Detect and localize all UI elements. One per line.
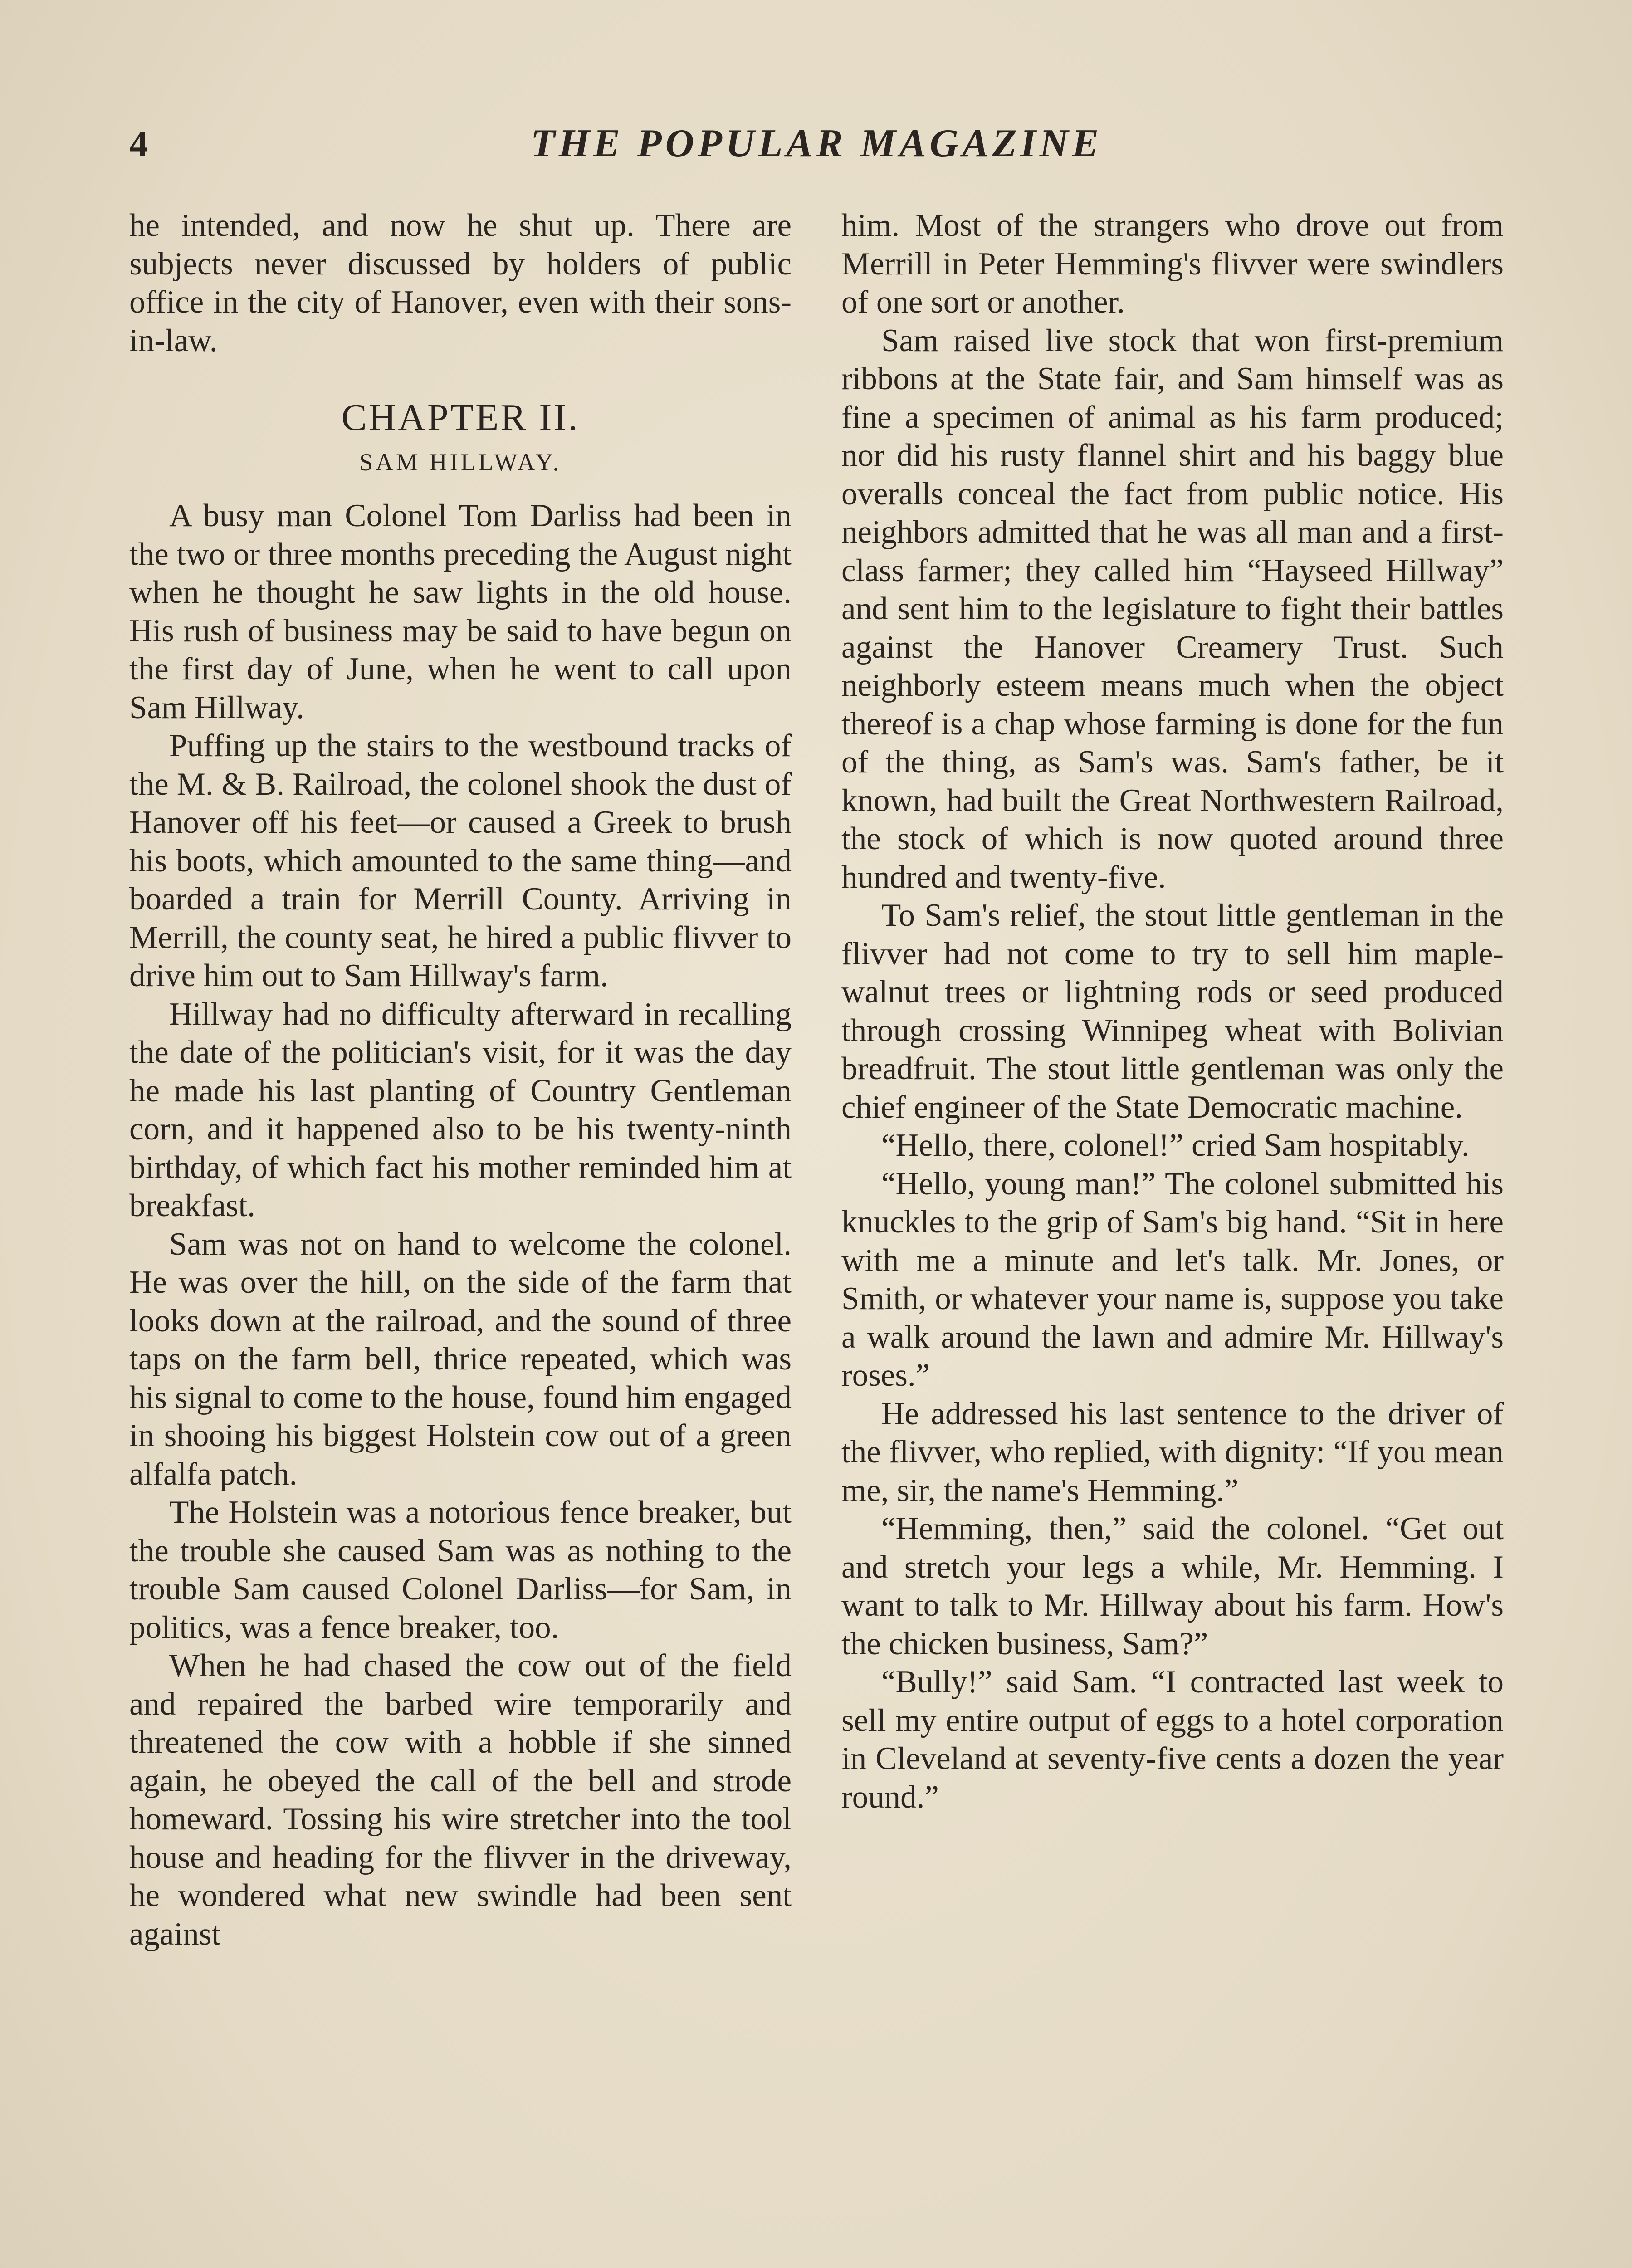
paragraph: “Hemming, then,” said the colonel. “Get out and stretch your legs a while, Mr. Hemming. I want to talk to Mr. Hillway about his farm. How's the chicken business, Sam?”	[841, 1511, 1504, 1662]
paragraph: “Hello, there, colonel!” cried Sam hospitably.	[881, 1128, 1470, 1163]
paragraph: “Bully!” said Sam. “I contracted last week to sell my entire output of eggs to a hotel corporation in Cleveland at seventy-five cents a dozen the year round.”	[841, 1664, 1504, 1815]
chapter-title: CHAPTER II.	[341, 396, 580, 439]
page-header	[129, 119, 1504, 169]
chapter-subtitle: SAM HILLWAY.	[359, 449, 562, 476]
paragraph: Sam was not on hand to welcome the colonel. He was over the hill, on the side of the farm that looks down at the railroad, and the sound of three taps on the farm bell, thrice repeated, which was his signal to come to the house, found him engaged in shooing his biggest Holstein cow out of a green alfalfa patch.	[129, 1226, 792, 1492]
paragraph: When he had chased the cow out of the field and repaired the barbed wire temporarily and threatened the cow with a hobble if she sinned again, he obeyed the call of the bell and strode homeward. Tossing his wire stretcher into the tool house and heading for the flivver in the driveway, he wondered what new swindle had been sent against	[129, 1648, 792, 1952]
paragraph: To Sam's relief, the stout little gentleman in the flivver had not come to try to sell him maple-walnut trees or lightning rods or seed produced through crossing Winnipeg wheat with Bolivian breadfruit. The stout little gentleman was only the chief engineer of the State Democratic machine.	[841, 898, 1504, 1125]
right-column	[841, 206, 1504, 1816]
paragraph: him. Most of the strangers who drove out from Merrill in Peter Hemming's flivver were swindlers of one sort or another.	[841, 208, 1504, 320]
paragraph: “Hello, young man!” The colonel submitted his knuckles to the grip of Sam's big hand. “Sit in here with me a minute and let's talk. Mr. Jones, or Smith, or whatever your name is, suppose you take a walk around the lawn and admire Mr. Hillway's roses.”	[841, 1166, 1504, 1393]
paragraph: A busy man Colonel Tom Darliss had been in the two or three months preceding the August night when he thought he saw lights in the old house. His rush of business may be said to have begun on the first day of June, when he went to call upon Sam Hillway.	[129, 498, 792, 725]
paragraph: Sam raised live stock that won first-premium ribbons at the State fair, and Sam himself was as fine a specimen of animal as his farm produced; nor did his rusty flannel shirt and his baggy blue overalls conceal the fact from public notice. His neighbors admitted that he was all man and a first-class farmer; they called him “Hayseed Hillway” and sent him to the legislature to fight their battles against the Hanover Creamery Trust. Such neighborly esteem means much when the object thereof is a chap whose farming is done for the fun of the thing, as Sam's was. Sam's father, be it known, had built the Great Northwestern Railroad, the stock of which is now quoted around three hundred and twenty-five.	[841, 323, 1504, 895]
running-title: THE POPULAR MAGAZINE	[530, 122, 1103, 166]
left-column	[129, 206, 792, 1953]
paragraph: he intended, and now he shut up. There are subjects never discussed by holders of public office in the city of Hanover, even with their sons-in-law.	[129, 208, 792, 358]
paragraph: He addressed his last sentence to the driver of the flivver, who replied, with dignity: “If you mean me, sir, the name's Hemming.”	[841, 1396, 1504, 1508]
paragraph: Hillway had no difficulty afterward in recalling the date of the politician's visit, for it was the day he made his last planting of Country Gentleman corn, and it happened also to be his twenty-ninth birthday, of which fact his mother reminded him at breakfast.	[129, 996, 792, 1223]
page-number: 4	[129, 123, 148, 164]
paragraph: Puffing up the stairs to the westbound tracks of the M. & B. Railroad, the colonel shook the dust of Hanover off his feet—or caused a Greek to brush his boots, which amounted to the same thing—and boarded a train for Merrill County. Arriving in Merrill, the county seat, he hired a public flivver to drive him out to Sam Hillway's farm.	[129, 728, 792, 993]
paragraph: The Holstein was a notorious fence breaker, but the trouble she caused Sam was as nothing to the trouble Sam caused Colonel Darliss—for Sam, in politics, was a fence breaker, too.	[129, 1495, 792, 1645]
